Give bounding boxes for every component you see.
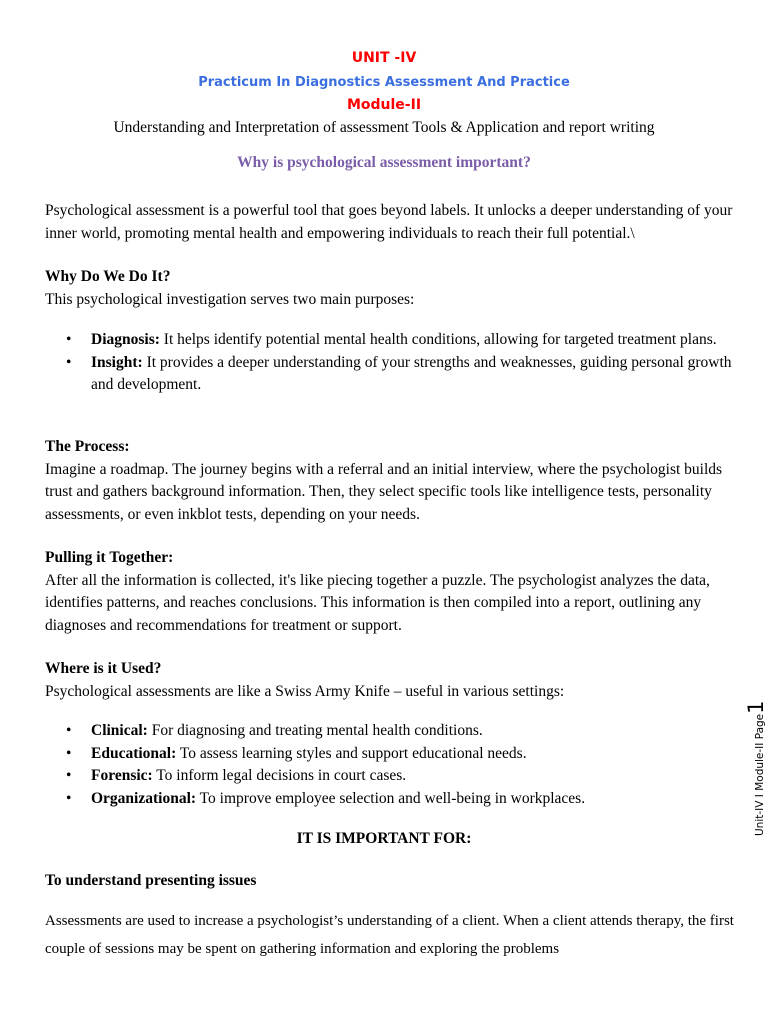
together-section	[45, 547, 735, 637]
presenting-heading-block	[45, 870, 735, 893]
subtitle: Understanding and Interpretation of assessment Tools & Application and report writing	[113, 119, 655, 136]
bullet-icon: •	[66, 722, 72, 739]
item-label: Educational:	[91, 744, 177, 762]
bullet-icon: •	[66, 789, 72, 807]
item-text: It provides a deeper understanding of your strengths and weaknesses, guiding personal growth and development.	[91, 353, 732, 393]
together-text: After all the information is collected, it's like piecing together a puzzle. The psychologist analyzes the data, identifies patterns, and reaches conclusions. This information is then compiled into a report, outlining any diagnoses and recommendations for treatment or support.	[45, 571, 710, 634]
used-heading: Where is it Used?	[45, 660, 162, 677]
item-text: It helps identify potential mental health conditions, allowing for targeted treatment plans.	[159, 331, 717, 348]
used-lead: Psychological assessments are like a Swiss Army Knife – useful in various settings:	[45, 682, 565, 700]
bullet-icon: •	[66, 767, 72, 784]
page-footer	[744, 700, 768, 836]
list-item	[45, 765, 735, 788]
presenting-heading: To understand presenting issues	[45, 872, 257, 889]
used-list	[45, 720, 735, 810]
unit-title: UNIT -IV	[351, 50, 417, 66]
process-text: Imagine a roadmap. The journey begins with a referral and an initial interview, where the psychologist builds trust and gathers background information. Then, they select specific tools like intelligence tests, personality assessments, or even inkblot tests, depending on your needs.	[45, 460, 723, 523]
presenting-section	[45, 907, 735, 963]
list-item	[45, 743, 735, 766]
intro-paragraph	[45, 200, 735, 245]
item-text: To improve employee selection and well-being in workplaces.	[196, 789, 586, 807]
process-section	[45, 436, 735, 526]
page-number: 1	[744, 700, 768, 714]
item-label: Organizational:	[91, 789, 197, 807]
bullet-icon: •	[66, 331, 72, 348]
item-label: Clinical:	[91, 722, 148, 739]
used-section	[45, 658, 735, 703]
list-item	[45, 352, 735, 397]
item-text: For diagnosing and treating mental health conditions.	[147, 722, 483, 739]
why-heading: Why Do We Do It?	[45, 268, 171, 285]
together-heading: Pulling it Together:	[45, 549, 174, 566]
intro-text: Psychological assessment is a powerful tool that goes beyond labels. It unlocks a deeper understanding of your inner world, promoting mental health and empowering individuals to reach their full potential.\	[45, 202, 733, 242]
footer-label: Unit-IV I Module-II Page	[754, 713, 766, 836]
why-section	[45, 266, 735, 311]
item-label: Insight:	[91, 353, 143, 371]
item-label: Forensic:	[91, 767, 153, 784]
why-lead: This psychological investigation serves two main purposes:	[45, 290, 415, 308]
why-list	[45, 329, 735, 397]
item-text: To assess learning styles and support educational needs.	[176, 744, 527, 762]
practicum-title: Practicum In Diagnostics Assessment And Practice	[198, 75, 570, 90]
list-item	[45, 788, 735, 811]
presenting-text: Assessments are used to increase a psychologist’s understanding of a client. When a client attends therapy, the first couple of sessions may be spent on gathering information and exploring the problems	[45, 913, 734, 957]
important-heading: IT IS IMPORTANT FOR:	[296, 830, 472, 847]
item-text: To inform legal decisions in court cases.	[152, 767, 407, 784]
process-heading: The Process:	[45, 438, 130, 455]
list-item	[45, 720, 735, 743]
module-title: Module-II	[346, 97, 422, 113]
item-label: Diagnosis:	[91, 331, 160, 348]
list-item	[45, 329, 735, 352]
section-question: Why is psychological assessment important?	[237, 154, 531, 171]
bullet-icon: •	[66, 744, 72, 762]
bullet-icon: •	[66, 353, 72, 371]
